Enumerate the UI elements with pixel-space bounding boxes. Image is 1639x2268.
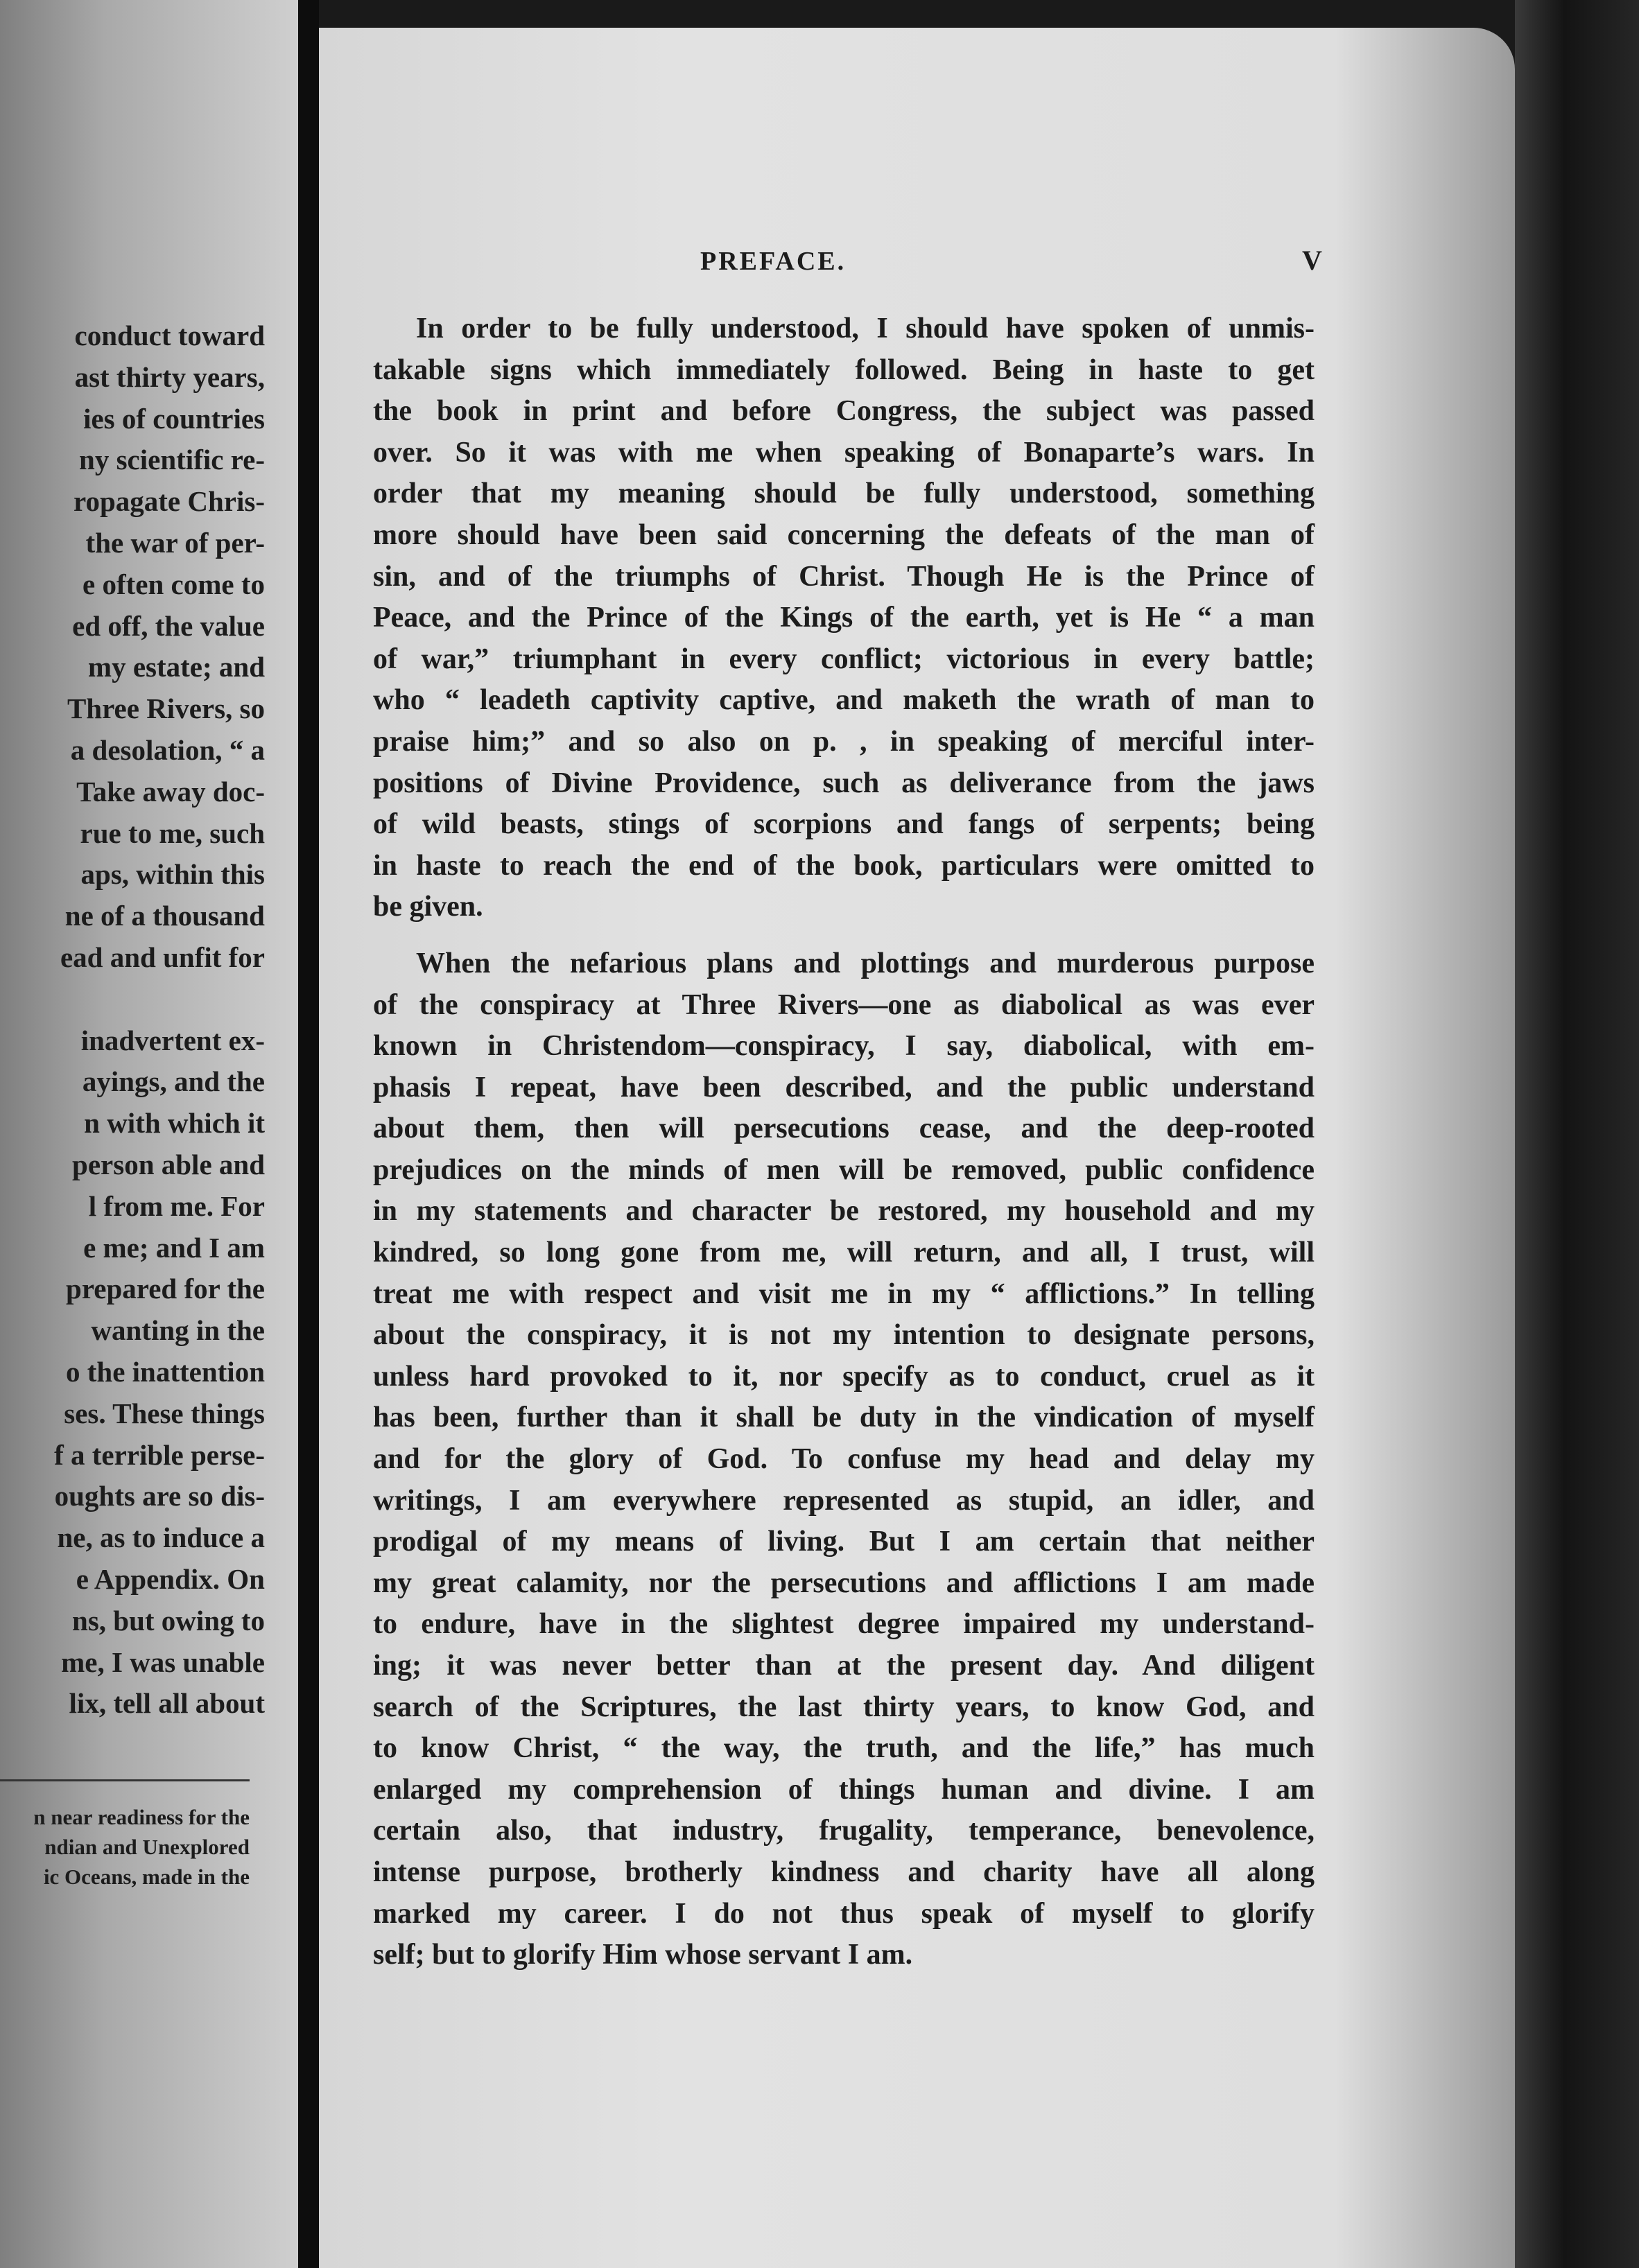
- left-page-fragment: [0, 0, 298, 2268]
- text-line: of the conspiracy at Three Rivers—one as diabolical as was ever: [373, 988, 1315, 1021]
- left-page-line: o the inattention: [66, 1355, 265, 1388]
- text-line: enlarged my comprehension of things human and divine. I am: [373, 1773, 1315, 1806]
- left-page-line: l from me. For: [88, 1189, 265, 1222]
- text-line: praise him;” and so also on p. , in speaking of merciful inter-: [373, 725, 1315, 758]
- text-line: in haste to reach the end of the book, particulars were omitted to: [373, 849, 1315, 882]
- text-line: known in Christendom—conspiracy, I say, diabolical, with em-: [373, 1030, 1315, 1063]
- text-line: phasis I repeat, have been described, and the public understand: [373, 1071, 1315, 1104]
- left-page-line: conduct toward: [74, 320, 265, 351]
- left-page-line: ies of countries: [83, 402, 265, 435]
- text-line: more should have been said concerning the defeats of the man of: [373, 518, 1315, 551]
- left-footnote-line: ic Oceans, made in the: [43, 1865, 250, 1889]
- text-line: prejudices on the minds of men will be removed, public confidence: [373, 1153, 1315, 1186]
- text-line: ing; it was never better than at the present day. And diligent: [373, 1650, 1315, 1682]
- left-page-line: ed off, the value: [72, 609, 265, 642]
- left-page-line: ayings, and the: [82, 1065, 265, 1098]
- text-line: treat me with respect and visit me in my “ afflictions.” In telling: [373, 1277, 1315, 1310]
- left-page-line: oughts are so dis-: [54, 1480, 265, 1512]
- left-page-line: person able and: [72, 1148, 265, 1180]
- left-page-line: ast thirty years,: [74, 360, 265, 393]
- left-page-line: my estate; and: [87, 651, 265, 683]
- text-line: of war,” triumphant in every conflict; victorious in every battle;: [373, 643, 1315, 675]
- text-line: marked my career. I do not thus speak of myself to glorify: [373, 1897, 1315, 1930]
- text-line: prodigal of my means of living. But I am certain that neither: [373, 1526, 1315, 1558]
- left-page-line: ns, but owing to: [72, 1604, 265, 1637]
- left-footnote-line: ndian and Unexplored: [44, 1835, 250, 1859]
- left-page-line: lix, tell all about: [69, 1687, 265, 1720]
- left-page-line: a desolation, “ a: [70, 733, 265, 766]
- left-page-line: e often come to: [83, 568, 265, 600]
- left-page-line: ne, as to induce a: [57, 1521, 265, 1554]
- text-line: sin, and of the triumphs of Christ. Though He is the Prince of: [373, 560, 1315, 593]
- text-line: be given.: [373, 891, 483, 923]
- text-line: in my statements and character be restored, my household and my: [373, 1195, 1315, 1228]
- left-page-line: [0, 979, 265, 1020]
- text-line: about them, then will persecutions cease, and the deep-rooted: [373, 1113, 1315, 1145]
- text-line: In order to be fully understood, I should have spoken of unmis-: [416, 313, 1315, 344]
- text-line: unless hard provoked to it, nor specify as to conduct, cruel as it: [373, 1360, 1315, 1393]
- left-page-line: f a terrible perse-: [54, 1438, 265, 1471]
- text-line: the book in print and before Congress, the subject was passed: [373, 395, 1315, 428]
- left-page-line: e me; and I am: [83, 1231, 265, 1264]
- page-edge-shadow: [1515, 0, 1639, 2268]
- text-line: intense purpose, brotherly kindness and charity have all along: [373, 1856, 1315, 1888]
- left-page-line: ropagate Chris-: [73, 485, 265, 518]
- text-line: to endure, have in the slightest degree impaired my understand-: [373, 1608, 1315, 1641]
- left-page-line: e Appendix. On: [76, 1562, 265, 1595]
- left-page-line: Three Rivers, so: [67, 692, 265, 725]
- paragraph: [373, 943, 1315, 1976]
- left-page-line: ead and unfit for: [60, 941, 265, 973]
- left-page-line: rue to me, such: [80, 817, 265, 849]
- left-page-line: me, I was unable: [61, 1646, 265, 1678]
- left-page-line: n with which it: [84, 1107, 265, 1140]
- text-line: Peace, and the Prince of the Kings of the earth, yet is He “ a man: [373, 602, 1315, 634]
- text-line: has been, further than it shall be duty in the vindication of myself: [373, 1402, 1315, 1434]
- text-line: to know Christ, “ the way, the truth, and the life,” has much: [373, 1732, 1315, 1765]
- book-gutter: [298, 0, 319, 2268]
- text-line: about the conspiracy, it is not my intention to designate persons,: [373, 1319, 1315, 1352]
- text-line: search of the Scriptures, the last thirty years, to know God, and: [373, 1691, 1315, 1723]
- left-page-line: ses. These things: [64, 1397, 265, 1429]
- left-page-line: ne of a thousand: [64, 900, 265, 932]
- left-page-line: wanting in the: [91, 1314, 265, 1347]
- text-line: takable signs which immediately followed. Being in haste to get: [373, 354, 1315, 386]
- left-page-footnote: [0, 1802, 250, 1892]
- left-page-text: [0, 315, 265, 1725]
- left-page-line: prepared for the: [66, 1273, 265, 1305]
- text-line: certain also, that industry, frugality, temperance, benevolence,: [373, 1815, 1315, 1847]
- text-line: writings, I am everywhere represented as stupid, an idler, and: [373, 1484, 1315, 1517]
- text-line: my great calamity, nor the persecutions and afflictions I am made: [373, 1567, 1315, 1599]
- text-line: self; but to glorify Him whose servant I am.: [373, 1939, 913, 1971]
- preface-body: [373, 308, 1315, 1976]
- text-line: kindred, so long gone from me, will return, and all, I trust, will: [373, 1237, 1315, 1269]
- left-page-line: the war of per-: [85, 526, 265, 559]
- left-footnote-line: n near readiness for the: [33, 1805, 250, 1829]
- text-line: who “ leadeth captivity captive, and maketh the wrath of man to: [373, 684, 1315, 717]
- page-number: V: [1302, 245, 1322, 276]
- left-page-line: ny scientific re-: [79, 444, 265, 476]
- text-line: and for the glory of God. To confuse my head and delay my: [373, 1443, 1315, 1476]
- text-line: order that my meaning should be fully understood, something: [373, 478, 1315, 510]
- text-line: of wild beasts, stings of scorpions and fangs of serpents; being: [373, 808, 1315, 841]
- left-page-line: Take away doc-: [76, 775, 265, 808]
- text-line: positions of Divine Providence, such as deliverance from the jaws: [373, 767, 1315, 799]
- left-page-line: aps, within this: [80, 858, 265, 891]
- left-page-line: inadvertent ex-: [80, 1024, 265, 1056]
- text-line: When the nefarious plans and plottings and murderous purpose: [416, 947, 1315, 979]
- running-title: PREFACE.: [700, 247, 847, 276]
- footnote-rule: [0, 1779, 250, 1781]
- text-line: over. So it was with me when speaking of Bonaparte’s wars. In: [373, 436, 1315, 469]
- paragraph: [373, 308, 1315, 928]
